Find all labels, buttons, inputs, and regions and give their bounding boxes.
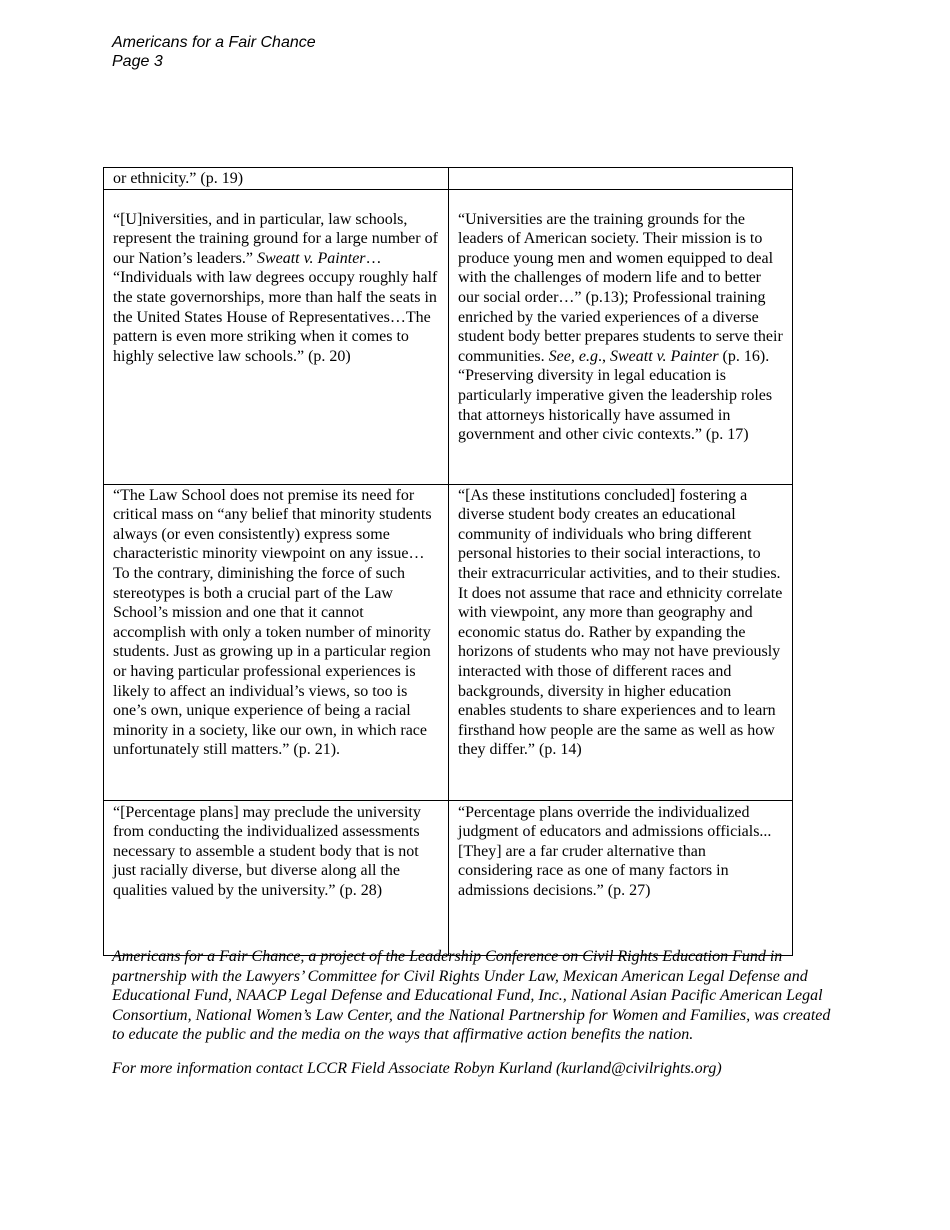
table-cell-left	[104, 189, 449, 484]
quote-text: “[U]niversities, and in particular, law schools, represent the training ground for a large number of our Nation’s leaders.”	[113, 210, 438, 267]
table-cell-right	[449, 800, 793, 955]
cell-text: “[Percentage plans] may preclude the university from conducting the individualized assessments necessary to assemble a student body that is not just racially diverse, but diverse along all the qualities valued by the university.” (p. 28)	[113, 803, 421, 899]
footer-description: Americans for a Fair Chance, a project of the Leadership Conference on Civil Rights Education Fund in partnership with the Lawyers’ Committee for Civil Rights Under Law, Mexican American Legal Defense and Educational Fund, NAACP Legal Defense and Educational Fund, Inc., National Asian Pacific American Legal Consortium, National Women’s Law Center, and the National Partnership for Women and Families, was created to educate the public and the media on the ways that affirmative action benefits the nation.	[112, 948, 831, 1044]
quote-text: “Universities are the training grounds for the leaders of American society. Their mission is to produce young men and women equipped to deal with the challenges of modern life and to better our social order…” (p.13); Professional training enriched by the varied experiences of a diverse student body better prepares students to serve their communities.	[458, 210, 783, 365]
see-eg-signal: See, e.g	[548, 347, 598, 365]
table-cell-left	[104, 484, 449, 800]
header-page-label: Page 3	[112, 53, 163, 70]
cell-text	[113, 211, 438, 365]
cell-text: or ethnicity.” (p. 19)	[113, 170, 244, 187]
case-citation: Sweatt v. Painter	[256, 249, 366, 267]
table-row	[104, 189, 793, 484]
case-citation: Sweatt v. Painter	[609, 347, 719, 365]
table-row	[104, 800, 793, 955]
header-org-name: Americans for a Fair Chance	[112, 34, 316, 51]
table-cell-right	[449, 189, 793, 484]
cell-text	[458, 211, 783, 444]
table-row	[104, 168, 793, 190]
quote-text: (p. 16). “Preserving diversity in legal education is particularly imperative given the leadership roles that attorneys historically have assumed in government and other civic contexts.” (p. 17)	[458, 347, 773, 444]
table-cell-left	[104, 168, 449, 190]
quote-comparison-table	[103, 167, 793, 956]
quote-text: … “Individuals with law degrees occupy roughly half the state governorships, more than half the seats in the United States House of Representatives…The pattern is even more striking when it comes to highly selective law schools.” (p. 20)	[113, 249, 438, 365]
quote-text: .,	[597, 347, 610, 365]
table-cell-left	[104, 800, 449, 955]
cell-text: “Percentage plans override the individualized judgment of educators and admissions officials...[They] are a far cruder alternative than considering race as one of many factors in admissions decisions.” (p. 27)	[458, 803, 772, 899]
table-cell-right	[449, 168, 793, 190]
cell-text: “[As these institutions concluded] fostering a diverse student body creates an educational community of individuals who bring different personal histories to their social interactions, to their extracurricular activities, and to their studies. It does not assume that race and ethnicity correlate with viewpoint, any more than geography and economic status do. Rather by expanding the horizons of students who may not have previously interacted with those of different races and backgrounds, diversity in higher education enables students to share experiences and to learn firsthand how people are the same as well as how they differ.” (p. 14)	[458, 486, 783, 759]
table-cell-right	[449, 484, 793, 800]
table-row	[104, 484, 793, 800]
page-header	[112, 33, 316, 71]
page-footer	[112, 947, 842, 1079]
footer-contact: For more information contact LCCR Field Associate Robyn Kurland (kurland@civilrights.org)	[112, 1059, 722, 1077]
cell-text: “The Law School does not premise its need for critical mass on “any belief that minority students always (or even consistently) express some characteristic minority viewpoint on any issue…To the contrary, diminishing the force of such stereotypes is both a crucial part of the Law School’s mission and one that it cannot accomplish with only a token number of minority students. Just as growing up in a particular region or having particular professional experiences is likely to affect an individual’s views, so too is one’s own, unique experience of being a racial minority in a society, like our own, in which race unfortunately still matters.” (p. 21).	[113, 486, 432, 759]
